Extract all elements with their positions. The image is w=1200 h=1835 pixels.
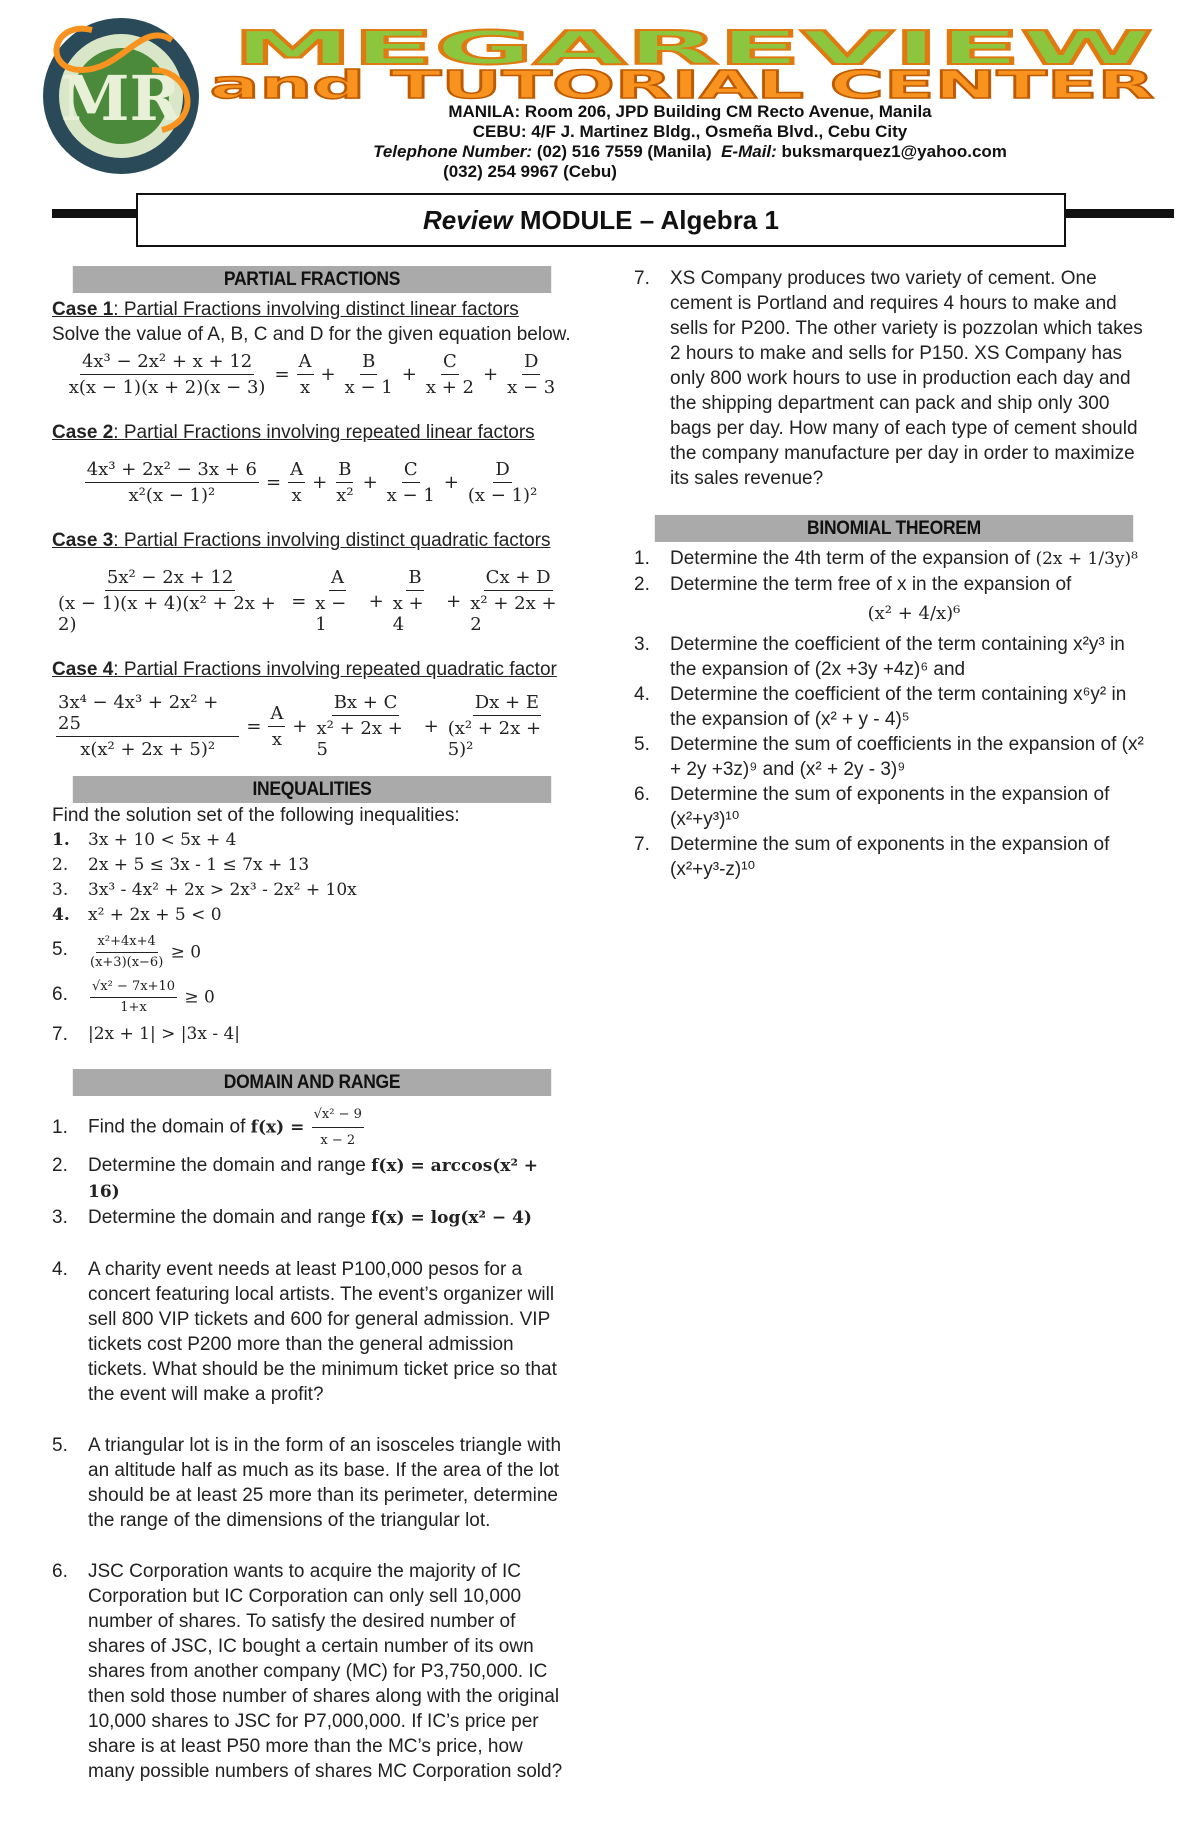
brand-name-tutorial-center bbox=[206, 62, 1158, 104]
binomial-list bbox=[634, 546, 1154, 882]
title-italic: Review bbox=[423, 205, 513, 235]
section-binomial-theorem: BINOMIAL THEOREM bbox=[655, 515, 1133, 542]
case-title: : Partial Fractions involving distinct linear factors bbox=[113, 299, 519, 320]
list-item: 1. 3x + 10 < 5x + 4 bbox=[52, 830, 237, 850]
left-column bbox=[52, 266, 572, 1784]
section-inequalities: INEQUALITIES bbox=[73, 776, 551, 803]
list-item: 2. Determine the term free of x in the expansion of bbox=[634, 574, 1072, 595]
case1-equation: $\frac{\text{4x³ − 2x² + x + 12}}{x(x - 1)(x + 2)(x - 3)}$ = $\frac{A}{x}$ + $\frac{B}{x - 1}$ + $\frac{C}{x + 2}$ + $\frac{D}{x - 3}$ bbox=[68, 351, 556, 398]
section-partial-fractions: PARTIAL FRACTIONS bbox=[73, 266, 551, 293]
svg-text:MEGAREVIEW: MEGAREVIEW bbox=[233, 22, 1153, 72]
case-label: Case 1 bbox=[52, 299, 114, 320]
case3-heading bbox=[52, 528, 572, 553]
list-item: 5. A triangular lot is in the form of an isosceles triangle with an altitude half as much as its base. If the area of the lot should be at least 25 more than its perimeter, determine the range of the dimensions of the triangular lot. bbox=[52, 1435, 562, 1531]
list-item: 7. |2x + 1| > |3x - 4| bbox=[52, 1024, 241, 1045]
list-item: 6. $\frac{\text{√x² − 7x+10}}{1+x}$ ≥ 0 bbox=[52, 979, 215, 1015]
case2-equation: $\frac{\text{4x³ + 2x² − 3x + 6}}{\text{x²(x − 1)²}}$ = $\frac{A}{x}$ + $\frac{B}{\text{x²}}$ + $\frac{C}{x - 1}$ + $\frac{D}{\text{(x − 1)²}}$ bbox=[86, 459, 538, 506]
case-title: : Partial Fractions involving repeated linear factors bbox=[113, 422, 535, 443]
case-title: : Partial Fractions involving repeated quadratic factor bbox=[113, 659, 557, 680]
list-item: 3. Determine the domain and range f(x) = log(x² − 4) bbox=[52, 1207, 532, 1228]
inequalities-instruction: Find the solution set of the following inequalities: bbox=[52, 805, 460, 826]
case1-instruction: Solve the value of A, B, C and D for the given equation below. bbox=[52, 324, 571, 345]
case-label: Case 4 bbox=[52, 659, 114, 680]
phone-label: Telephone Number: bbox=[373, 142, 533, 161]
list-item: 1. Find the domain of f(x) = $\frac{\text{√x² − 9}}{x - 2}$ bbox=[52, 1102, 572, 1153]
list-item: 6. JSC Corporation wants to acquire the majority of IC Corporation but IC Corporation can only sell 10,000 number of shares. To satisfy the desired number of shares of JSC, IC bought a certain number of its own shares from another company (MC) for P3,750,000. IC then sold those number of shares along with the original 10,000 shares to JSC for P7,000,000. If IC’s price per share is at least P50 more than the MC’s price, how many possible numbers of shares MC Corporation sold? bbox=[52, 1561, 563, 1782]
case4-heading bbox=[52, 657, 572, 682]
email: buksmarquez1@yahoo.com bbox=[781, 142, 1007, 161]
list-item: 7. Determine the sum of exponents in the expansion of (x²+y³-z)¹⁰ bbox=[634, 834, 1110, 880]
case2-heading bbox=[52, 420, 572, 445]
section-domain-range: DOMAIN AND RANGE bbox=[73, 1069, 551, 1096]
phone-cebu: (032) 254 9967 (Cebu) bbox=[443, 162, 617, 181]
case4-equation: $\frac{\text{3x⁴ − 4x³ + 2x² + 25}}{\text{x(x² + 2x + 5)²}}$ = $\frac{A}{x}$ + $\frac{Bx + C}{\text{x² + 2x + 5}}$ + $\frac{Dx + E}{\text{(x² + 2x + 5)²}}$ bbox=[58, 692, 542, 760]
right-column bbox=[634, 266, 1154, 882]
domain-list bbox=[52, 1102, 572, 1784]
contact-line bbox=[300, 142, 1080, 162]
list-item: 4. A charity event needs at least P100,000 pesos for a concert featuring local artists. The event’s organizer will sell 800 VIP tickets and 600 for general admission. VIP tickets cost P200 more than the general admission tickets. What should be the minimum ticket price so that the event will make a profit? bbox=[52, 1259, 557, 1405]
list-item: 6. Determine the sum of exponents in the expansion of (x²+y³)¹⁰ bbox=[634, 784, 1110, 830]
logo-monogram: MR bbox=[60, 62, 182, 135]
megareview-logo bbox=[32, 10, 210, 178]
phone-manila: (02) 516 7559 (Manila) bbox=[536, 142, 712, 161]
address-cebu: CEBU: 4/F J. Martinez Bldg., Osmeña Blvd., Cebu City bbox=[472, 122, 908, 141]
case-label: Case 3 bbox=[52, 530, 114, 551]
list-item: 3. 3x³ - 4x² + 2x > 2x³ - 2x² + 10x bbox=[52, 880, 357, 900]
case-title: : Partial Fractions involving distinct quadratic factors bbox=[113, 530, 551, 551]
module-title bbox=[136, 193, 1066, 247]
list-item: 7. XS Company produces two variety of cement. One cement is Portland and requires 4 hours to make and sells for P200. The other variety is pozzolan which takes 2 hours to make and sells for P150. XS Company has only 800 work hours to use in production each day and the shipping department can pack and ship only 300 bags per day. How many of each type of cement should the company manufacture per day in order to maximize its sales revenue? bbox=[634, 268, 1143, 489]
list-item: 2. 2x + 5 ≤ 3x - 1 ≤ 7x + 13 bbox=[52, 855, 310, 875]
svg-text:and TUTORIAL CENTER: and TUTORIAL CENTER bbox=[209, 63, 1155, 104]
list-item: 4. x² + 2x + 5 < 0 bbox=[52, 905, 222, 925]
list-item bbox=[634, 597, 1154, 632]
list-item: 2. Determine the domain and range f(x) = arccos(x² + 16) bbox=[52, 1155, 539, 1202]
linear-programming-list bbox=[634, 266, 1154, 491]
inequalities-list bbox=[52, 828, 572, 1047]
address-manila: MANILA: Room 206, JPD Building CM Recto Avenue, Manila bbox=[448, 102, 932, 121]
case-label: Case 2 bbox=[52, 422, 114, 443]
list-item: 1. Determine the 4th term of the expansion of (2x + 1/3y)⁸ bbox=[634, 548, 1138, 569]
binomial-expression: (x² + 4/x)⁶ bbox=[867, 603, 961, 624]
case1-heading bbox=[52, 297, 572, 322]
list-item: 4. Determine the coefficient of the term containing x⁶y² in the expansion of (x² + y - 4)⁵ bbox=[634, 684, 1127, 730]
title-rest: MODULE – Algebra 1 bbox=[512, 205, 779, 235]
case3-equation: $\frac{\text{5x² − 2x + 12}}{\text{(x − 1)(x + 4)(x² + 2x + 2)}}$ = $\frac{A}{x - 1}$ + $\frac{B}{x + 4}$ + $\frac{Cx + D}{\text{x² + 2x + 2}}$ bbox=[58, 567, 557, 635]
list-item: 5. $\frac{\text{x²+4x+4}}{(x+3)(x-6)}$ ≥ 0 bbox=[52, 934, 202, 970]
email-label: E-Mail: bbox=[721, 142, 777, 161]
list-item: 3. Determine the coefficient of the term containing x²y³ in the expansion of (2x +3y +4z)⁶ and bbox=[634, 634, 1125, 680]
list-item: 5. Determine the sum of coefficients in the expansion of (x² + 2y +3z)⁹ and (x² + 2y - 3)⁹ bbox=[634, 734, 1144, 780]
